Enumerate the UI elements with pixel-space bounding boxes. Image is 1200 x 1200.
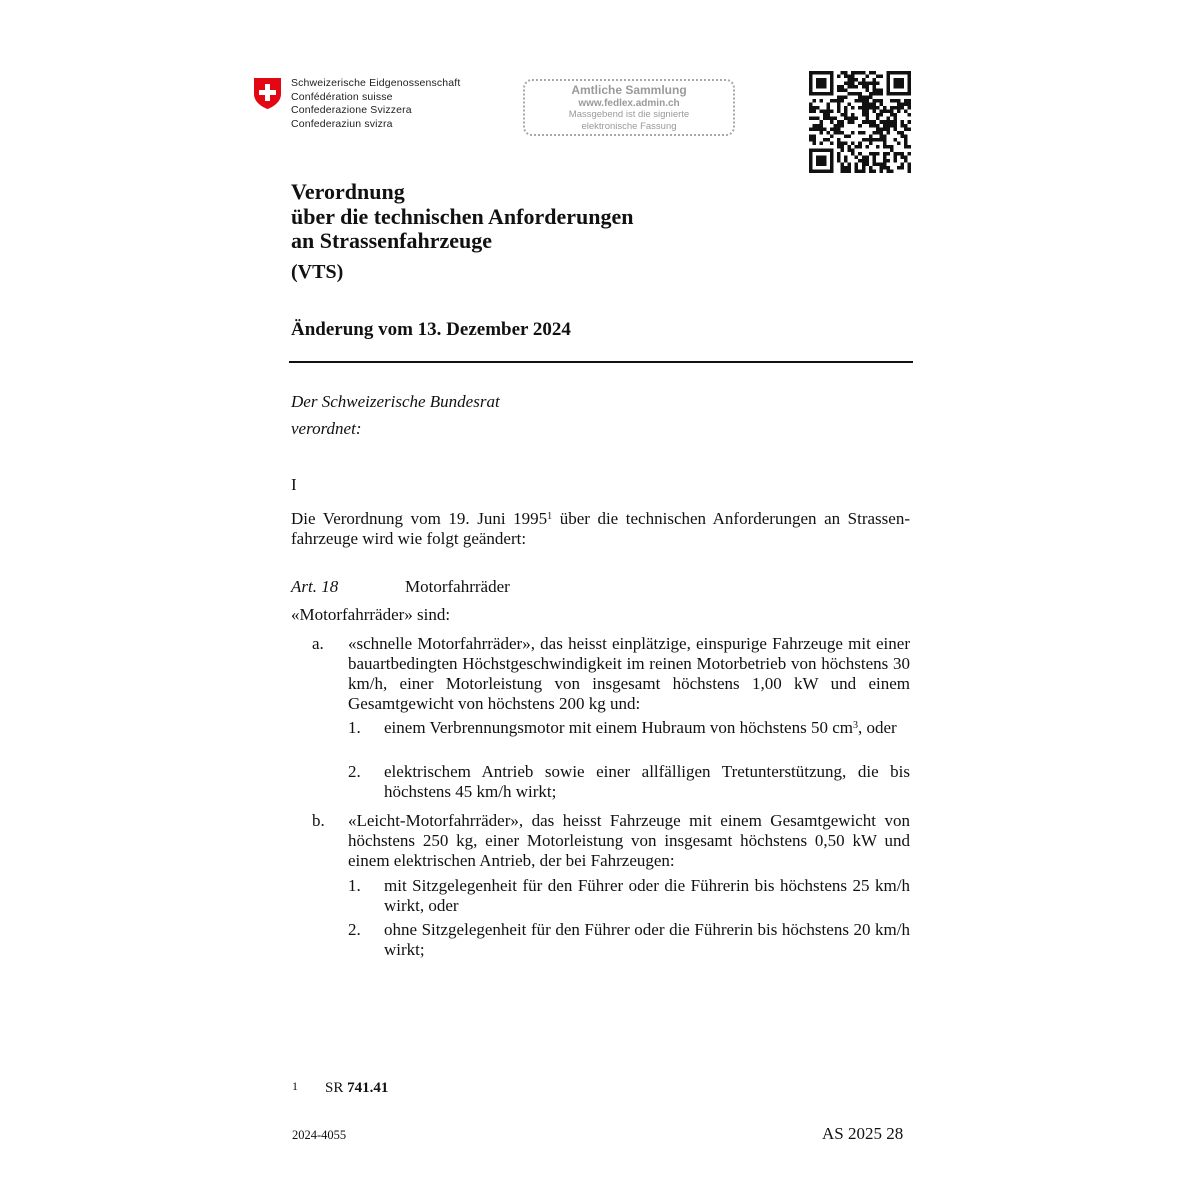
item-text-a: «schnelle Motorfahrräder», das heisst einplätzige, einspurige Fahrzeuge mit einer bauartbedingten Höchstgeschwindigkeit im reinen Motorbetrieb von höchstens 30 km/h, einer Motorleistung von insgesamt höchstens 1,00 kW und einem Gesamtgewicht von höchstens 200 kg und:: [348, 634, 910, 713]
divider: [289, 361, 913, 363]
stamp-note-1: Massgebend ist die signierte: [568, 109, 690, 120]
subitem-text-a1-main: einem Verbrennungsmotor mit einem Hubraum von höchstens 50 cm: [384, 718, 853, 737]
subitem-text-a2: elektrischem Antrieb sowie einer allfälligen Tretunterstützung, die bis höchstens 45 km/h wirkt;: [384, 762, 910, 801]
subitem-text-b1: mit Sitzgelegenheit für den Führer oder die Führerin bis höchstens 25 km/h wirkt, oder: [384, 876, 910, 915]
org-name-it: Confederazione Svizzera: [291, 104, 412, 116]
subitem-text-b2: ohne Sitzgelegenheit für den Führer oder die Führerin bis höchstens 20 km/h wirkt;: [384, 920, 910, 959]
subitem-marker-a1: 1.: [348, 718, 361, 737]
title-line-1: Verordnung: [291, 179, 405, 204]
amendment-date: Änderung vom 13. Dezember 2024: [291, 319, 571, 340]
subitem-text-a1-sup: 3: [853, 720, 858, 731]
subitem-marker-b1: 1.: [348, 876, 361, 895]
article-heading: Motorfahrräder: [405, 577, 510, 596]
preamble-verb: verordnet:: [291, 419, 362, 438]
intro-text-a: Die Verordnung vom 19. Juni 1995: [291, 509, 548, 528]
section-number: I: [291, 475, 297, 494]
stamp-url[interactable]: www.fedlex.admin.ch: [578, 98, 680, 109]
document-id: 2024-4055: [292, 1128, 347, 1142]
item-marker-a: a.: [312, 634, 324, 653]
article-lead: «Motorfahrräder» sind:: [291, 605, 451, 624]
item-text-b: «Leicht-Motorfahrräder», das heisst Fahrzeuge mit einem Gesamtgewicht von höchstens 250 kg, einer Motorleistung von insgesamt höchstens 0,50 kW und einem elektrischen Antrieb, der bei Fahrzeugen:: [348, 811, 910, 870]
intro-text-b: über die technischen Anforderungen an Strassen-fahrzeuge wird wie folgt geändert:: [291, 509, 910, 548]
footnote-reference: [325, 1080, 388, 1097]
item-marker-b: b.: [312, 811, 325, 830]
title-abbreviation: (VTS): [291, 261, 344, 283]
org-name-rm: Confederaziun svizra: [291, 118, 393, 130]
official-collection-stamp: [523, 79, 735, 136]
subitem-text-a1-after: , oder: [858, 718, 897, 737]
official-collection-ref: AS 2025 28: [822, 1124, 904, 1143]
intro-paragraph: [291, 509, 910, 549]
preamble-authority: Der Schweizerische Bundesrat: [291, 392, 500, 411]
footnote-mark[interactable]: 1: [547, 511, 553, 522]
footnote-sr-number[interactable]: 741.41: [347, 1080, 389, 1096]
qr-code-icon: [809, 71, 911, 173]
title-line-2: über die technischen Anforderungen: [291, 204, 634, 229]
stamp-title: Amtliche Sammlung: [571, 83, 687, 97]
subitem-text-a1: [384, 718, 910, 738]
swiss-crest-icon: [253, 77, 282, 110]
title-line-3: an Strassenfahrzeuge: [291, 228, 493, 253]
footnote-prefix: SR: [325, 1080, 348, 1096]
subitem-marker-a2: 2.: [348, 762, 361, 781]
org-name-de: Schweizerische Eidgenossenschaft: [291, 77, 461, 89]
footnote-number: 1: [292, 1079, 298, 1093]
stamp-note-2: elektronische Fassung: [581, 121, 677, 132]
org-name-fr: Confédération suisse: [291, 91, 393, 103]
article-number: Art. 18: [291, 577, 339, 596]
subitem-marker-b2: 2.: [348, 920, 361, 939]
